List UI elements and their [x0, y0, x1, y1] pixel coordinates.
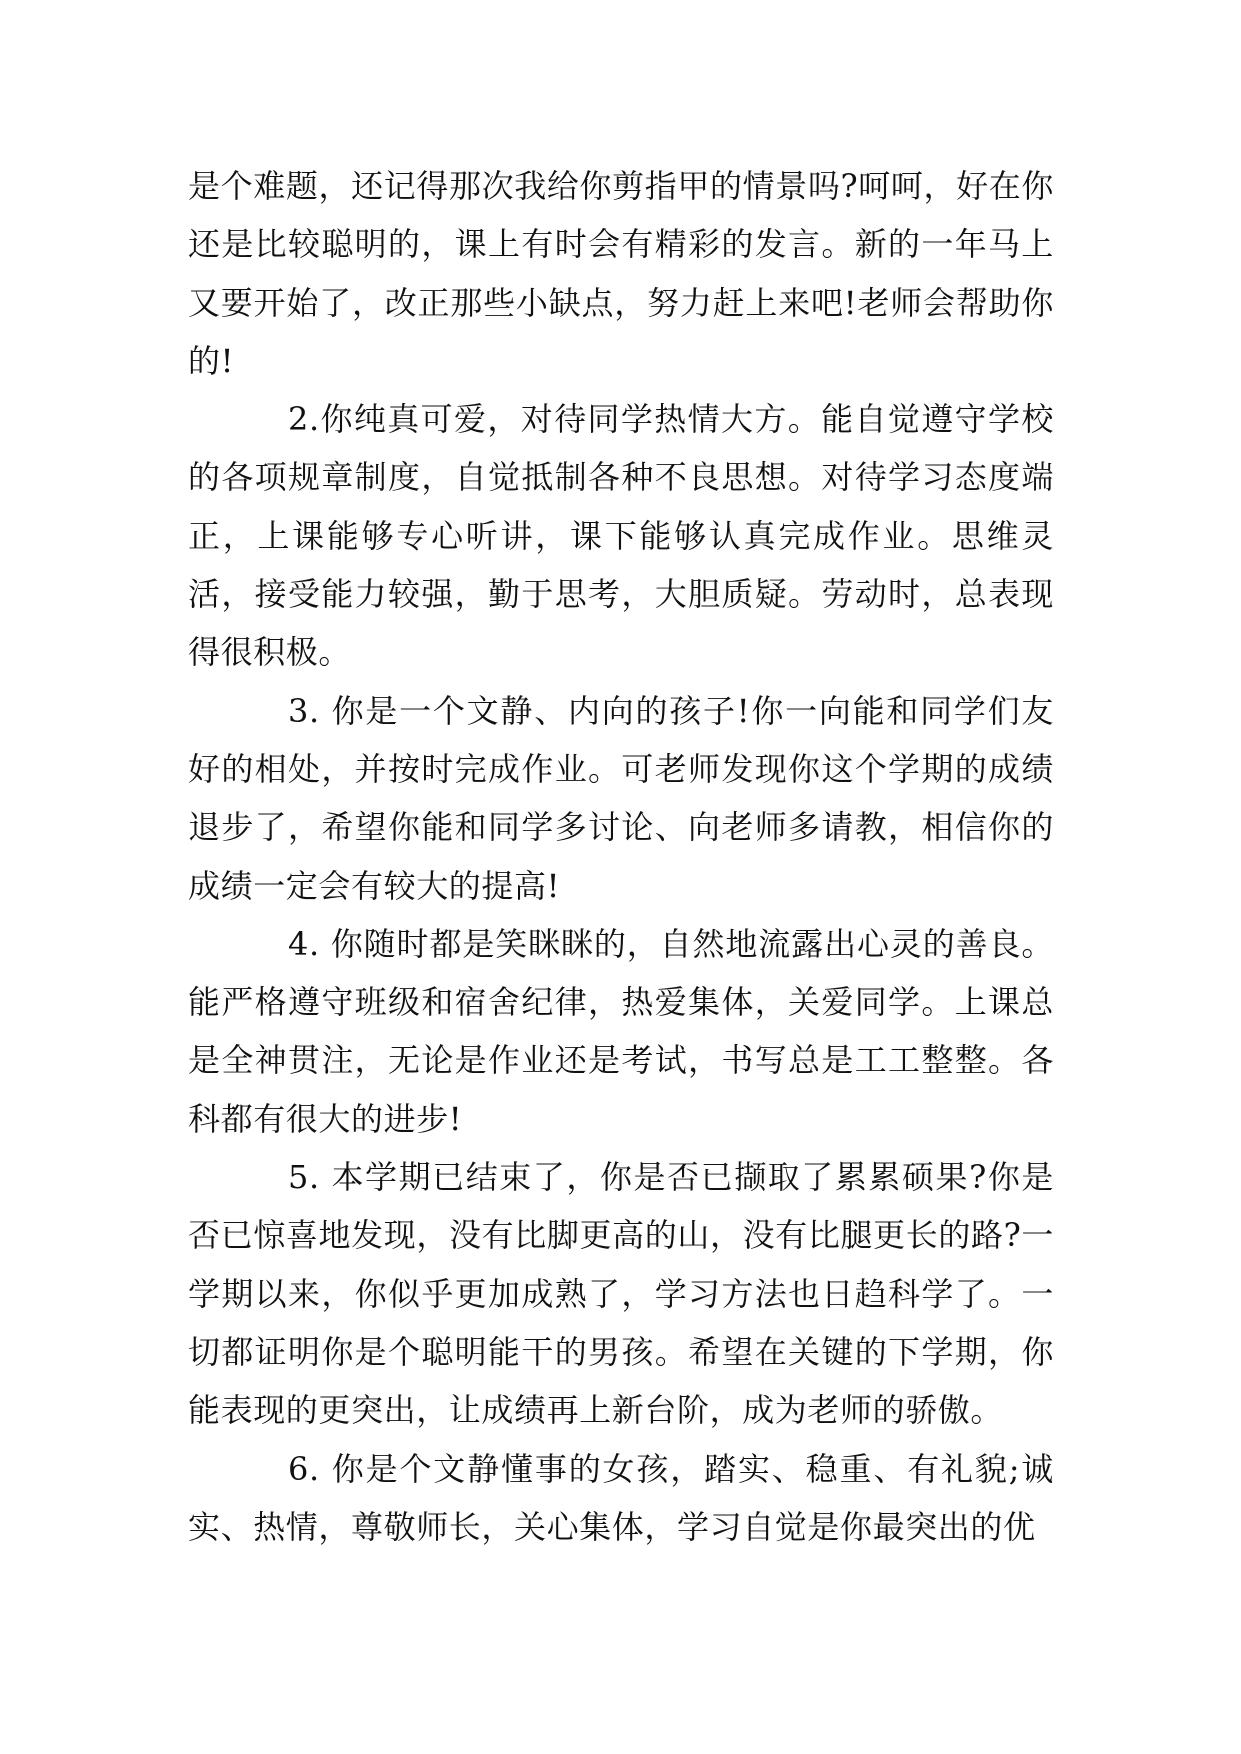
paragraph-comment-3: 3. 你是一个文静、内向的孩子!你一向能和同学们友好的相处，并按时完成作业。可老师发现你这个学期的成绩退步了，希望你能和同学多讨论、向老师多请教，相信你的成绩一定会有较大的提高! [188, 691, 1054, 905]
paragraph-comment-6: 6. 你是个文静懂事的女孩，踏实、稳重、有礼貌;诚实、热情，尊敬师长，关心集体，学习自觉是你最突出的优 [188, 1449, 1054, 1546]
paragraph-comment-5: 5. 本学期已结束了，你是否已撷取了累累硕果?你是否已惊喜地发现，没有比脚更高的山，没有比腿更长的路?一学期以来，你似乎更加成熟了，学习方法也日趋科学了。一切都证明你是个聪明能干的男孩。希望在关键的下学期，你能表现的更突出，让成绩再上新台阶，成为老师的骄傲。 [188, 1158, 1054, 1430]
paragraph-comment-2: 2.你纯真可爱，对待同学热情大方。能自觉遵守学校的各项规章制度，自觉抵制各种不良思想。对待学习态度端正，上课能够专心听讲，课下能够认真完成作业。思维灵活，接受能力较强，勤于思考，大胆质疑。劳动时，总表现得很积极。 [188, 400, 1054, 672]
paragraph-continuation: 是个难题，还记得那次我给你剪指甲的情景吗?呵呵，好在你还是比较聪明的，课上有时会有精彩的发言。新的一年马上又要开始了，改正那些小缺点，努力赶上来吧!老师会帮助你的! [188, 167, 1054, 380]
paragraph-comment-4: 4. 你随时都是笑眯眯的，自然地流露出心灵的善良。能严格遵守班级和宿舍纪律，热爱集体，关爱同学。上课总是全神贯注，无论是作业还是考试，书写总是工工整整。各科都有很大的进步! [188, 924, 1054, 1138]
document-body [188, 157, 1054, 1556]
